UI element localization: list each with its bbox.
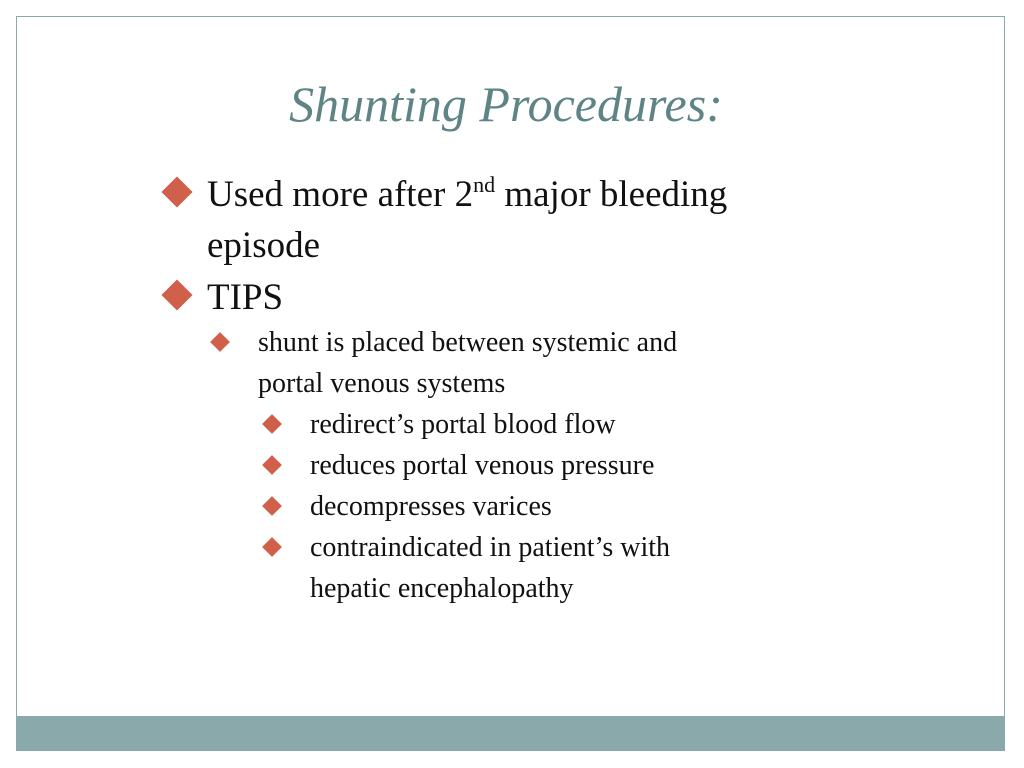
diamond-bullet-icon [161,279,192,310]
diamond-bullet-icon [262,537,282,557]
sub-sub-bullet-text: reduces portal venous pressure [310,450,655,481]
diamond-bullet-icon [262,455,282,475]
diamond-bullet-icon [262,414,282,434]
sub-bullet-text: shunt is placed between systemic and [258,327,678,358]
sub-bullet-text-continuation: portal venous systems [258,368,506,399]
diamond-bullet-icon [210,332,230,352]
sub-sub-bullet-text: decompresses varices [310,491,552,522]
diamond-bullet-icon [161,176,192,207]
sub-sub-bullet-text-continuation: hepatic encephalopathy [310,573,574,604]
sub-sub-bullet-text: redirect’s portal blood flow [310,409,616,440]
diamond-bullet-icon [262,496,282,516]
bullet-text-end: major bleeding [495,174,728,215]
slide-title: Shunting Procedures: [289,76,723,132]
bullet-text [207,169,727,221]
bullet-text-start: Used more after 2 [207,174,474,215]
ordinal-superscript: nd [473,172,496,197]
sub-sub-bullet-text: contraindicated in patient’s with [310,532,671,563]
bullet-text: TIPS [207,277,284,318]
bullet-text-continuation: episode [207,225,321,266]
